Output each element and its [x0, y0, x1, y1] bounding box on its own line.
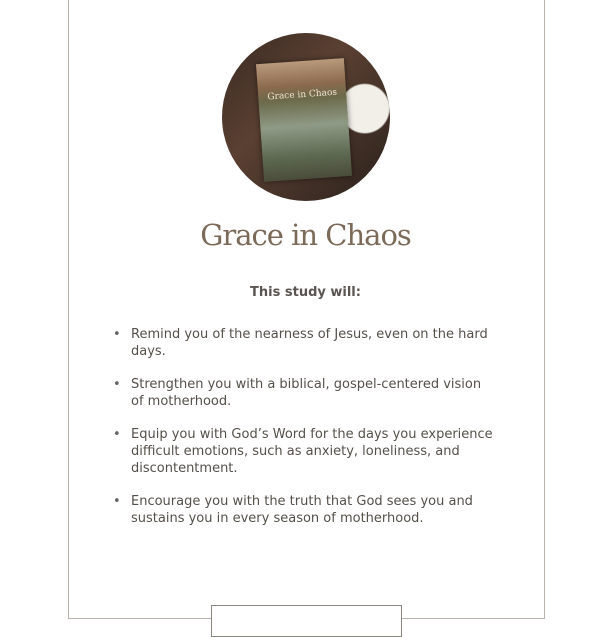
book-photo [222, 33, 390, 201]
book-cover [256, 58, 352, 182]
page-title: Grace in Chaos [200, 218, 411, 252]
section-subtitle: This study will: [250, 285, 361, 300]
benefits-list [113, 326, 493, 543]
call-to-action-button[interactable] [211, 605, 402, 637]
list-item: • Strengthen you with a biblical, gospel-centered vision of motherhood. [113, 376, 493, 410]
list-item: • Equip you with God’s Word for the days you experience difficult emotions, such as anxiety, loneliness, and discontentment. [113, 426, 493, 477]
book-cover-title: Grace in Chaos [267, 87, 338, 103]
list-item: • Remind you of the nearness of Jesus, even on the hard days. [113, 326, 493, 360]
list-item: • Encourage you with the truth that God sees you and sustains you in every season of motherhood. [113, 493, 493, 527]
